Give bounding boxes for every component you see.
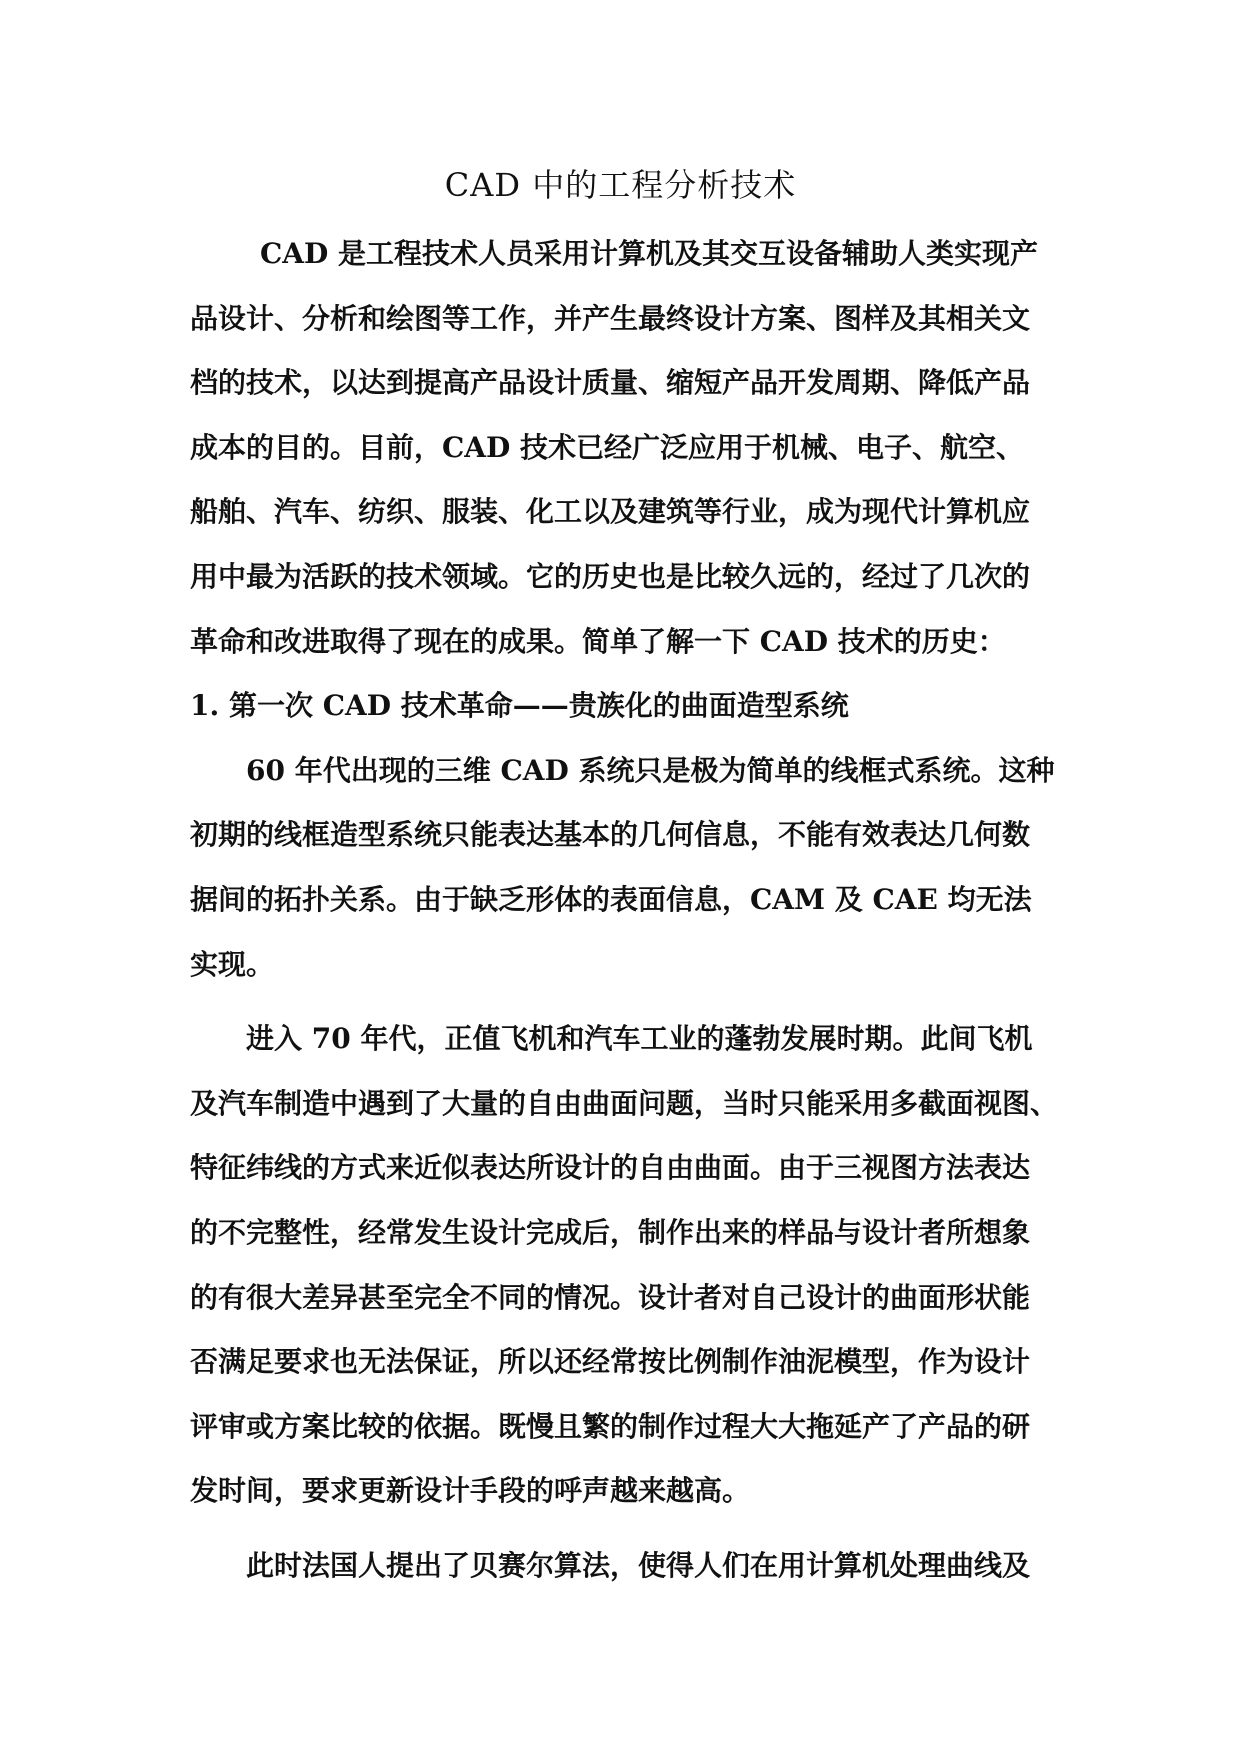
paragraph-line: 此时法国人提出了贝赛尔算法，使得人们在用计算机处理曲线及 <box>246 1548 1031 1582</box>
paragraph-line: 否满足要求也无法保证，所以还经常按比例制作油泥模型，作为设计 <box>190 1345 1031 1379</box>
paragraph-line: 初期的线框造型系统只能表达基本的几何信息，不能有效表达几何数 <box>190 818 1031 852</box>
paragraph-line: 的有很大差异甚至完全不同的情况。设计者对自己设计的曲面形状能 <box>190 1280 1031 1314</box>
paragraph-line: 的不完整性，经常发生设计完成后，制作出来的样品与设计者所想象 <box>190 1215 1031 1249</box>
document-title: CAD 中的工程分析技术 <box>444 166 797 204</box>
paragraph-line: 用中最为活跃的技术领域。它的历史也是比较久远的，经过了几次的 <box>190 559 1031 593</box>
paragraph-line: 实现。 <box>190 947 275 981</box>
paragraph-line: 特征纬线的方式来近似表达所设计的自由曲面。由于三视图方法表达 <box>190 1151 1031 1185</box>
document-body <box>190 222 1070 1598</box>
paragraph-line: 进入 70 年代，正值飞机和汽车工业的蓬勃发展时期。此间飞机 <box>246 1022 1033 1056</box>
paragraph-line: CAD 是工程技术人员采用计算机及其交互设备辅助人类实现产 <box>260 237 1039 270</box>
paragraph-line: 成本的目的。目前，CAD 技术已经广泛应用于机械、电子、航空、 <box>190 430 1025 464</box>
paragraph-line: 60 年代出现的三维 CAD 系统只是极为简单的线框式系统。这种 <box>246 753 1055 787</box>
paragraph-line: 革命和改进取得了现在的成果。简单了解一下 CAD 技术的历史： <box>190 624 1006 658</box>
section-heading: 1. 第一次 CAD 技术革命——贵族化的曲面造型系统 <box>190 689 849 723</box>
paragraph-line: 品设计、分析和绘图等工作，并产生最终设计方案、图样及其相关文 <box>190 301 1031 335</box>
paragraph-line: 发时间，要求更新设计手段的呼声越来越高。 <box>190 1474 751 1508</box>
paragraph-line: 及汽车制造中遇到了大量的自由曲面问题，当时只能采用多截面视图、 <box>190 1086 1059 1120</box>
paragraph-line: 评审或方案比较的依据。既慢且繁的制作过程大大拖延产了产品的研 <box>190 1409 1031 1443</box>
paragraph-line: 据间的拓扑关系。由于缺乏形体的表面信息，CAM 及 CAE 均无法 <box>190 882 1032 916</box>
paragraph-line: 船舶、汽车、纺织、服装、化工以及建筑等行业，成为现代计算机应 <box>190 495 1031 529</box>
paragraph-line: 档的技术，以达到提高产品设计质量、缩短产品开发周期、降低产品 <box>190 366 1031 400</box>
